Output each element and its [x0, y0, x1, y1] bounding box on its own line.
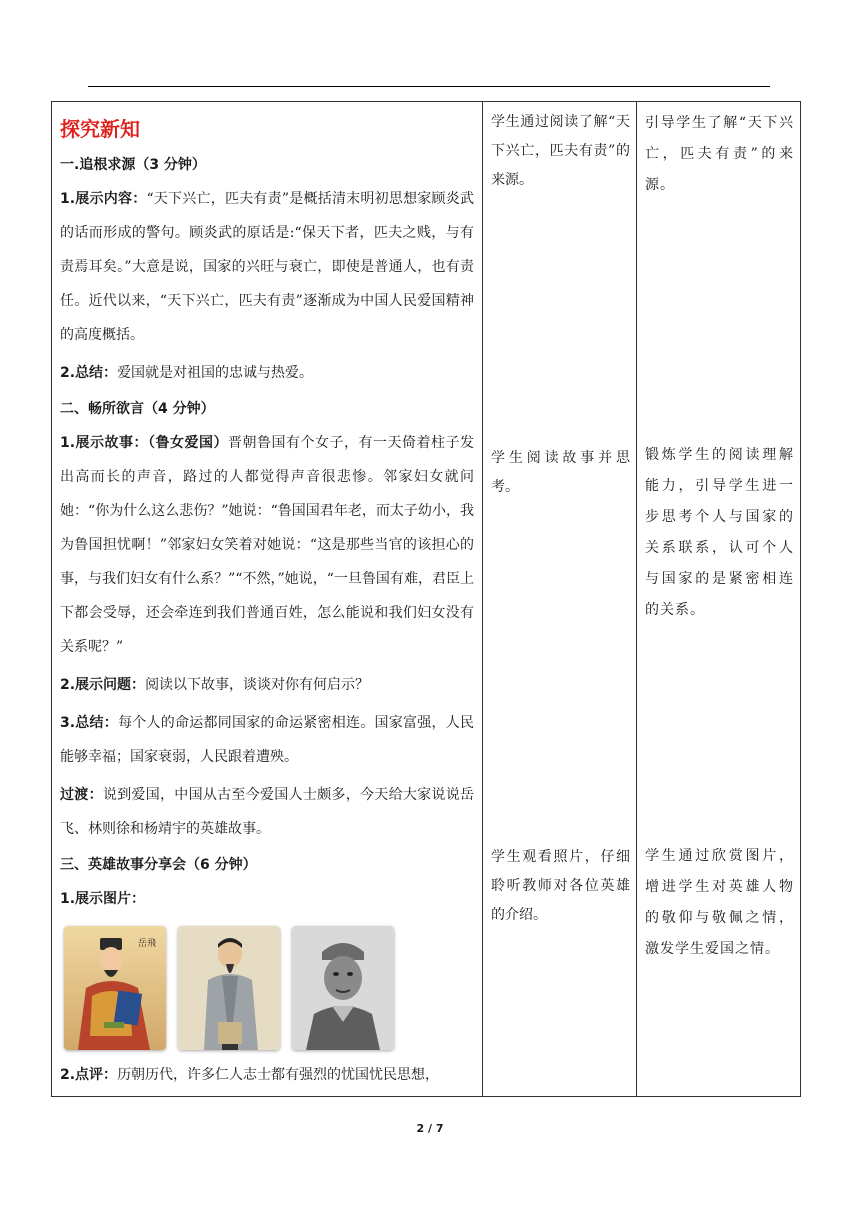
lesson-table [51, 101, 801, 1097]
part2-paragraph-1: 1.展示故事：（鲁女爱国）晋朝鲁国有个女子，有一天倚着柱子发出高而长的声音，路过的人都觉得声音很悲惨。邻家妇女就问她：“你为什么这么悲伤？”她说：“鲁国国君年老，而太子幼小，我为鲁国担忧啊！”邻家妇女笑着对她说：“这是那些当官的该担心的事，与我们妇女有什么系？”“不然，”她说，“一旦鲁国有难，君臣上下都会受辱，还会牵连到我们普通百姓，怎么能说和我们妇女没有关系呢？” [60, 435, 475, 655]
student-activity-2: 学生阅读故事并思考。 [491, 450, 630, 495]
portrait-yang-jingyu [292, 926, 394, 1050]
part3-paragraph-2: 2.点评：历朝历代，许多仁人志士都有强烈的忧国忧民思想， [60, 1067, 440, 1083]
design-intent-3: 学生通过欣赏图片，增进学生对英雄人物的敬仰与敬佩之情，激发学生爱国之情。 [645, 848, 794, 957]
part2-label-4: 过渡： [60, 787, 103, 803]
student-activity-1: 学生通过阅读了解“天下兴亡，匹夫有责”的来源。 [491, 114, 630, 188]
portrait-yue-fei [64, 926, 166, 1050]
part2-paragraph-2: 2.展示问题：阅读以下故事，谈谈对你有何启示？ [60, 677, 370, 693]
part2-paragraph-4: 过渡：说到爱国，中国从古至今爱国人士颇多，今天给大家说说岳飞、林则徐和杨靖宇的英雄故事。 [60, 787, 475, 837]
part2-paragraph-3: 3.总结：每个人的命运都同国家的命运紧密相连。国家富强，人民能够幸福；国家衰弱，人民跟着遭殃。 [60, 715, 475, 765]
part2-label-1: 1.展示故事：（鲁女爱国） [60, 435, 229, 451]
student-activity-3: 学生观看照片，仔细聆听教师对各位英雄的介绍。 [491, 849, 630, 923]
part1-label-2: 2.总结： [60, 365, 118, 381]
part1-label-1: 1.展示内容： [60, 191, 147, 207]
part1-heading: 一.追根求源（3 分钟） [60, 157, 206, 173]
part3-label-1: 1.展示图片： [60, 891, 146, 907]
part3-label-2: 2.点评： [60, 1067, 118, 1083]
part1-paragraph-1: 1.展示内容：“天下兴亡，匹夫有责”是概括清末明初思想家顾炎武的话而形成的警句。顾炎武的原话是:“保天下者，匹夫之贱，与有责焉耳矣。”大意是说，国家的兴旺与衰亡，即使是普通人，也有责任。近代以来，“天下兴亡，匹夫有责”逐渐成为中国人民爱国精神的高度概括。 [60, 191, 474, 343]
design-intent-1: 引导学生了解“天下兴亡，匹夫有责”的来源。 [645, 115, 794, 193]
part2-label-3: 3.总结： [60, 715, 119, 731]
part3-paragraph-1 [60, 882, 474, 916]
design-intent-2: 锻炼学生的阅读理解能力，引导学生进一步思考个人与国家的关系联系，认可个人与国家的是紧密相连的关系。 [645, 447, 794, 618]
hero-portraits [64, 926, 474, 1050]
teaching-content-cell [52, 102, 483, 1097]
design-intent-cell [637, 102, 801, 1097]
section-title: 探究新知 [60, 117, 140, 141]
part2-heading: 二、畅所欲言（4 分钟） [60, 401, 215, 417]
part1-paragraph-2: 2.总结：爱国就是对祖国的忠诚与热爱。 [60, 365, 314, 381]
part2-label-2: 2.展示问题： [60, 677, 146, 693]
yue-fei-caption: 岳飛 [138, 939, 157, 949]
portrait-lin-zexu [178, 926, 280, 1050]
header-rule [88, 86, 770, 87]
part3-heading: 三、英雄故事分享会（6 分钟） [60, 857, 257, 873]
student-activity-cell [483, 102, 637, 1097]
page-number: 2 / 7 [416, 1122, 444, 1135]
